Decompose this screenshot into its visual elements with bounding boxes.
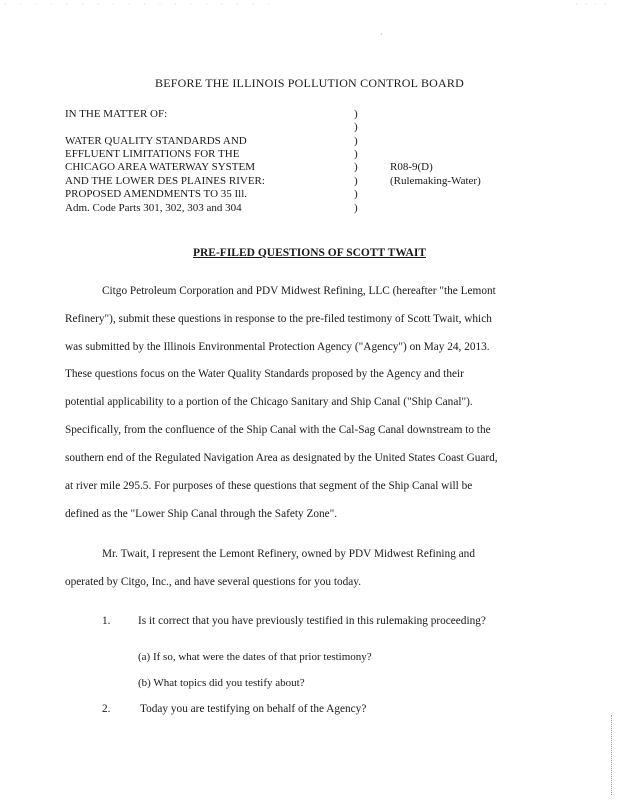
body-line: at river mile 295.5. For purposes of these questions that segment of the Ship Canal will be: [65, 480, 473, 492]
body-line: southern end of the Regulated Navigation Area as designated by the United States Coast Guard,: [65, 452, 498, 464]
case-type: (Rulemaking-Water): [390, 175, 481, 187]
body-line: Mr. Twait, I represent the Lemont Refinery, owned by PDV Midwest Refining and: [102, 548, 475, 560]
question-text: Today you are testifying on behalf of the Agency?: [140, 703, 367, 715]
scan-artifact-mark: ·: [380, 30, 383, 39]
court-title: BEFORE THE ILLINOIS POLLUTION CONTROL BOARD: [155, 76, 464, 90]
case-number: R08-9(D): [390, 161, 433, 173]
body-line: Refinery"), submit these questions in response to the pre-filed testimony of Scott Twait, which: [65, 313, 492, 325]
caption-paren: ): [354, 161, 358, 173]
body-line: potential applicability to a portion of the Chicago Sanitary and Ship Canal ("Ship Canal").: [65, 396, 473, 408]
caption-line: CHICAGO AREA WATERWAY SYSTEM: [65, 161, 255, 173]
body-line: Citgo Petroleum Corporation and PDV Midwest Refining, LLC (hereafter "the Lemont: [102, 285, 496, 297]
scan-edge-mark: [611, 715, 613, 795]
body-line: was submitted by the Illinois Environmental Protection Agency ("Agency") on May 24, 2013.: [65, 341, 490, 353]
scan-artifact-dots-right: · · · ·: [575, 2, 609, 8]
caption-paren: ): [354, 108, 358, 120]
scan-artifact-dots: · · · · · · · · · · · · · · · · · ·: [4, 2, 276, 8]
caption-paren: ): [354, 148, 358, 160]
caption-paren: ): [354, 188, 358, 200]
caption-line: EFFLUENT LIMITATIONS FOR THE: [65, 148, 240, 160]
body-line: Specifically, from the confluence of the Ship Canal with the Cal-Sag Canal downstream to the: [65, 424, 491, 436]
subquestion: (b) What topics did you testify about?: [138, 677, 305, 689]
caption-line: WATER QUALITY STANDARDS AND: [65, 135, 247, 147]
caption-line: PROPOSED AMENDMENTS TO 35 Ill.: [65, 188, 248, 200]
caption-line: IN THE MATTER OF:: [65, 108, 168, 120]
caption-paren: ): [354, 175, 358, 187]
caption-paren: ): [354, 202, 358, 214]
question-text: Is it correct that you have previously testified in this rulemaking proceeding?: [138, 615, 486, 627]
caption-line: Adm. Code Parts 301, 302, 303 and 304: [65, 202, 242, 214]
body-line: defined as the "Lower Ship Canal through the Safety Zone".: [65, 508, 338, 520]
question-number: 1.: [102, 615, 111, 627]
question-number: 2.: [102, 703, 111, 715]
subquestion: (a) If so, what were the dates of that prior testimony?: [138, 651, 372, 663]
body-line: These questions focus on the Water Quality Standards proposed by the Agency and their: [65, 368, 464, 380]
caption-paren: ): [354, 121, 358, 133]
body-line: operated by Citgo, Inc., and have several questions for you today.: [65, 576, 362, 588]
caption-paren: ): [354, 135, 358, 147]
document-title: PRE-FILED QUESTIONS OF SCOTT TWAIT: [192, 247, 427, 259]
caption-line: AND THE LOWER DES PLAINES RIVER:: [65, 175, 265, 187]
